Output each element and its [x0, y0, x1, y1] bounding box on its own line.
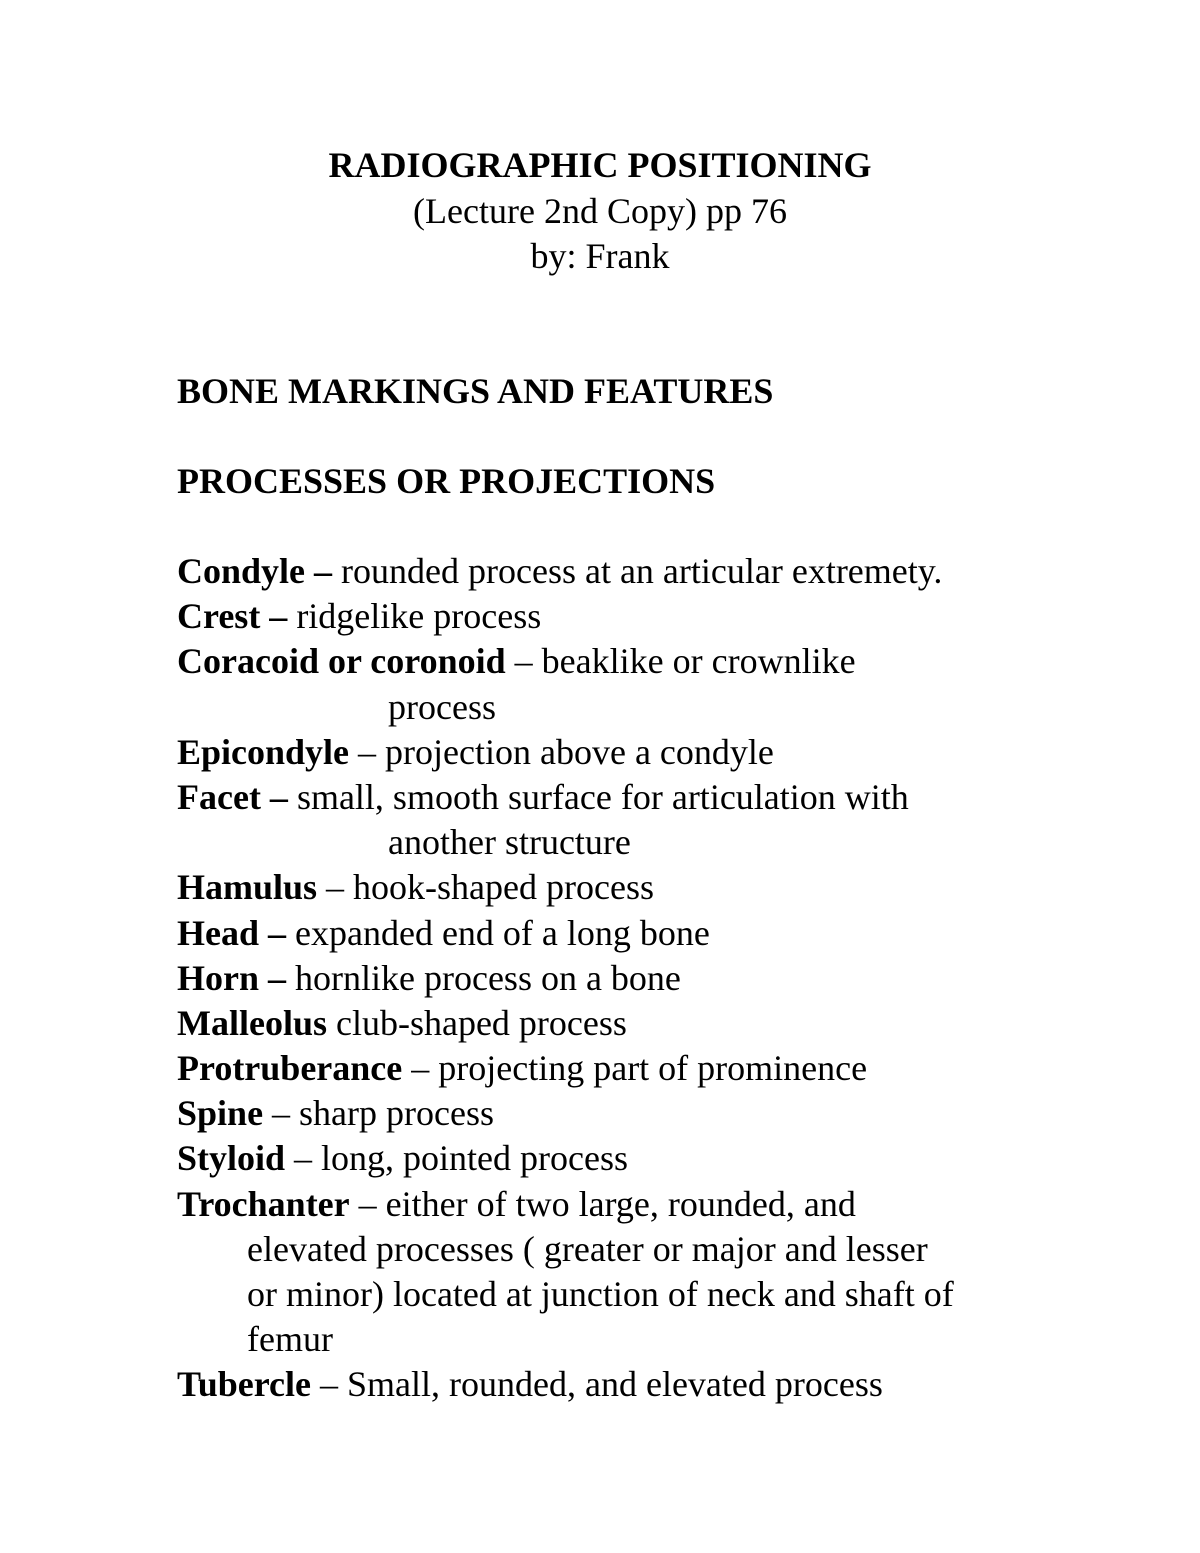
term-continuation: elevated processes ( greater or major and lesser	[247, 1228, 928, 1269]
term-continuation: femur	[247, 1319, 333, 1360]
term-continuation: another structure	[388, 822, 631, 863]
term-item-spine	[177, 1091, 1077, 1136]
term-label: Horn –	[177, 957, 287, 998]
term-list	[177, 549, 1077, 1408]
term-item-condyle	[177, 549, 1077, 594]
term-item-tubercle	[177, 1362, 1077, 1407]
term-definition: – sharp process	[263, 1093, 494, 1134]
term-definition: small, smooth surface for articulation with	[287, 776, 909, 817]
term-definition: – either of two large, rounded, and	[349, 1183, 856, 1224]
term-item-protruberance	[177, 1046, 1077, 1091]
term-definition: expanded end of a long bone	[286, 912, 710, 953]
term-item-facet	[177, 775, 1077, 820]
term-label: Tubercle	[177, 1364, 312, 1405]
term-item-epicondyle	[177, 730, 1077, 775]
term-item-trochanter	[177, 1182, 1077, 1227]
term-definition: – projecting part of prominence	[402, 1048, 868, 1089]
term-definition: – projection above a condyle	[349, 731, 774, 772]
term-label: Spine	[177, 1093, 264, 1134]
term-definition: – beaklike or crownlike	[505, 641, 856, 682]
term-item-hamulus	[177, 865, 1077, 910]
term-label: Styloid	[177, 1138, 286, 1179]
term-item-coracoid	[177, 639, 1077, 684]
document-author: by: Frank	[530, 236, 670, 276]
document-title: RADIOGRAPHIC POSITIONING	[328, 145, 872, 185]
term-item-head	[177, 911, 1077, 956]
term-label: Epicondyle	[177, 731, 350, 772]
term-label: Facet –	[177, 776, 288, 817]
term-item-styloid	[177, 1136, 1077, 1181]
term-definition: – hook-shaped process	[317, 867, 654, 908]
term-continuation: process	[388, 686, 496, 727]
term-label: Hamulus	[177, 867, 318, 908]
term-label: Trochanter	[177, 1183, 350, 1224]
term-definition: hornlike process on a bone	[286, 957, 681, 998]
term-label: Crest –	[177, 596, 288, 637]
term-definition: rounded process at an articular extremety.	[332, 551, 943, 591]
term-label: Condyle –	[177, 551, 333, 591]
term-definition: ridgelike process	[287, 596, 542, 637]
term-label: Head –	[177, 912, 287, 953]
term-label: Protruberance	[177, 1048, 403, 1089]
term-item-crest	[177, 594, 1077, 639]
term-definition: club-shaped process	[327, 1002, 627, 1043]
document-subtitle: (Lecture 2nd Copy) pp 76	[413, 191, 787, 231]
section-heading-bone-markings: BONE MARKINGS AND FEATURES	[177, 371, 774, 411]
term-item-malleolus	[177, 1001, 1077, 1046]
section-heading-processes: PROCESSES OR PROJECTIONS	[177, 461, 716, 501]
term-definition: – Small, rounded, and elevated process	[311, 1364, 883, 1405]
term-continuation: or minor) located at junction of neck and shaft of	[247, 1274, 954, 1314]
term-definition: – long, pointed process	[285, 1138, 628, 1179]
term-label: Malleolus	[177, 1002, 327, 1043]
term-item-horn	[177, 956, 1077, 1001]
term-label: Coracoid or coronoid	[177, 641, 506, 682]
